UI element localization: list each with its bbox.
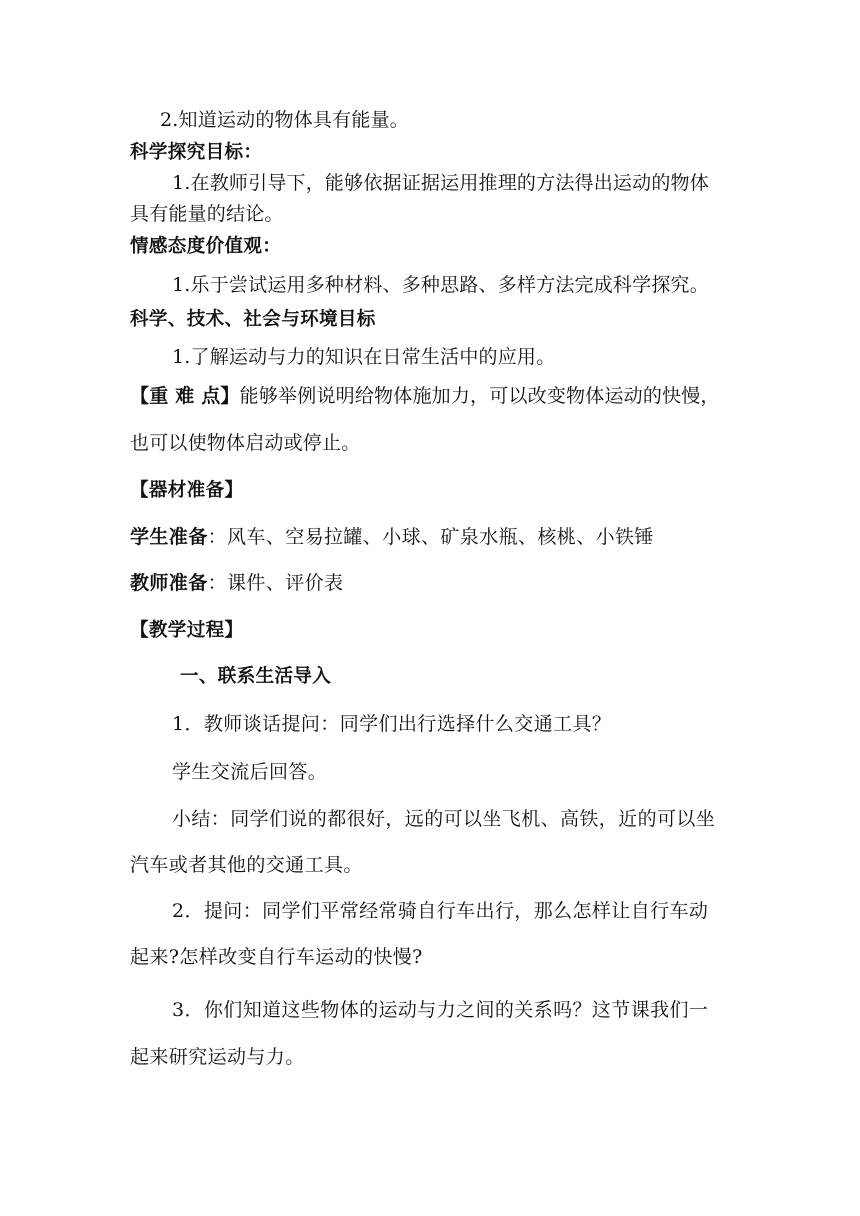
- stse-heading: 科学、技术、社会与环境目标: [130, 309, 376, 330]
- key-points-text-1: 能够举例说明给物体施加力，可以改变物体运动的快慢，: [239, 385, 720, 407]
- summary-line-1: 小结：同学们说的都很好，远的可以坐飞机、高铁，近的可以坐: [172, 808, 716, 830]
- process-step-1: 1．教师谈话提问：同学们出行选择什么交通工具？: [172, 713, 612, 735]
- process-step-3-line-2: 起来研究运动与力。: [130, 1046, 305, 1068]
- key-points-line-2: 也可以使物体启动或停止。: [130, 432, 361, 454]
- process-step-3-line-1: 3．你们知道这些物体的运动与力之间的关系吗？这节课我们一: [172, 999, 709, 1021]
- teacher-materials-label: 教师准备: [130, 572, 208, 594]
- summary-line-2: 汽车或者其他的交通工具。: [130, 854, 363, 876]
- knowledge-item-2: 2.知道运动的物体具有能量。: [160, 109, 409, 131]
- student-materials: [130, 525, 654, 549]
- stse-item-1: 1.了解运动与力的知识在日常生活中的应用。: [172, 346, 556, 368]
- section-1-heading: 一、联系生活导入: [180, 666, 332, 687]
- process-step-2-line-1: 2．提问：同学们平常经常骑自行车出行，那么怎样让自行车动: [172, 900, 709, 922]
- process-heading: 【教学过程】: [130, 620, 244, 641]
- teacher-materials-items: ：课件、评价表: [207, 572, 344, 594]
- student-materials-items: ：风车、空易拉罐、小球、矿泉水瓶、核桃、小铁锤: [207, 526, 654, 548]
- science-inquiry-item-1-line-2: 具有能量的结论。: [130, 203, 284, 225]
- process-step-1-answer: 学生交流后回答。: [172, 761, 328, 783]
- teacher-materials: [130, 571, 343, 595]
- student-materials-label: 学生准备: [130, 526, 208, 548]
- science-inquiry-heading: 科学探究目标：: [130, 142, 263, 163]
- materials-heading: 【器材准备】: [130, 480, 244, 501]
- science-inquiry-item-1-line-1: 1.在教师引导下，能够依据证据运用推理的方法得出运动的物体: [172, 172, 709, 194]
- key-points-label: 【重 难 点】: [130, 385, 240, 407]
- process-step-2-line-2: 起来?怎样改变自行车运动的快慢?: [130, 946, 423, 968]
- key-points-line-1: [130, 384, 720, 408]
- attitude-item-1: 1.乐于尝试运用多种材料、多种思路、多样方法完成科学探究。: [172, 274, 709, 296]
- attitude-heading: 情感态度价值观：: [130, 236, 282, 257]
